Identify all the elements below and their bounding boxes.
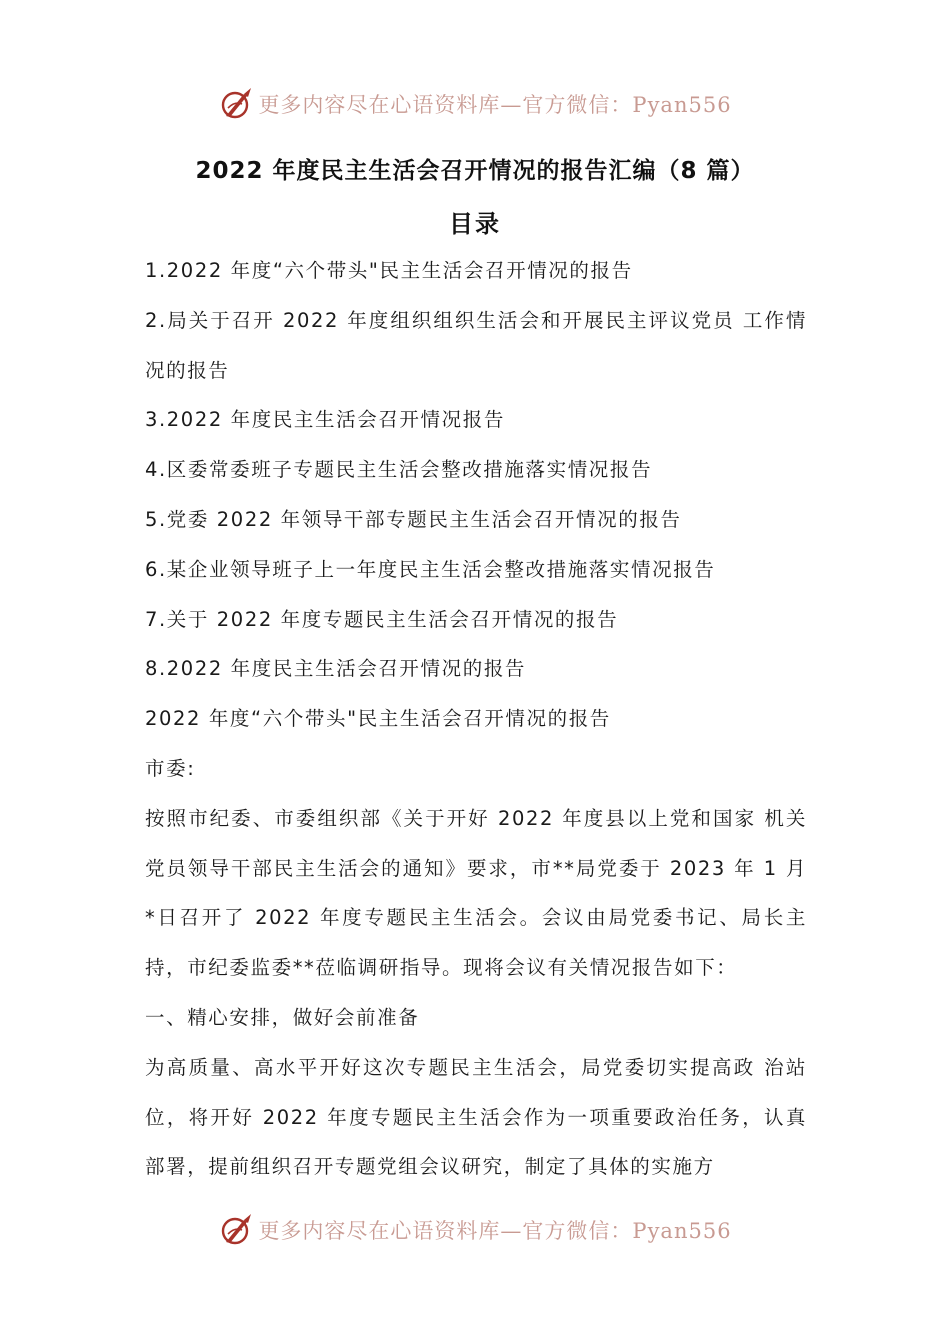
footer-watermark-banner [0,1210,950,1250]
addressee: 市委: [145,756,196,780]
toc-item: 4.区委常委班子专题民主生活会整改措施落实情况报告 [145,458,653,482]
quill-pen-logo-icon [218,1212,254,1248]
document-content [145,246,807,1192]
section-title: 2022 年度“六个带头"民主生活会召开情况的报告 [145,707,611,731]
section-heading: 一、精心安排，做好会前准备 [145,1005,420,1029]
toc-item: 1.2022 年度“六个带头"民主生活会召开情况的报告 [145,259,633,282]
banner-text: 更多内容尽在心语资料库—官方微信：Pyan556 [258,1219,732,1243]
quill-pen-logo-icon [218,86,254,122]
toc-item: 5.党委 2022 年领导干部专题民主生活会召开情况的报告 [145,507,682,531]
body-paragraph: 为高质量、高水平开好这次专题民主生活会，局党委切实提高政 治站位，将开好 2022 年度专题民主生活会作为一项重要政治任务，认真部署，提前组织召开专题党组会议研究，制定了具体的实施方 [145,1055,807,1179]
toc-item: 3.2022 年度民主生活会召开情况报告 [145,408,505,432]
document-title: 2022 年度民主生活会召开情况的报告汇编（8 篇） [195,158,755,184]
toc-item: 7.关于 2022 年度专题民主生活会召开情况的报告 [145,607,619,631]
body-paragraph: 按照市纪委、市委组织部《关于开好 2022 年度县以上党和国家 机关党员领导干部民主生活会的通知》要求，市**局党委于 2023 年 1 月*日召开了 2022 年度专题民主生活会。会议由局党委书记、局长主持，市纪委监委**莅临调研指导。现将会议有关情况报告如下： [145,806,807,980]
header-watermark-banner [0,84,950,124]
toc-item: 2.局关于召开 2022 年度组织组织生活会和开展民主评议党员 工作情况的报告 [145,308,807,382]
banner-text: 更多内容尽在心语资料库—官方微信：Pyan556 [258,93,732,117]
toc-item: 8.2022 年度民主生活会召开情况的报告 [145,657,527,681]
toc-heading: 目录 [449,210,501,238]
toc-item: 6.某企业领导班子上一年度民主生活会整改措施落实情况报告 [145,557,716,581]
